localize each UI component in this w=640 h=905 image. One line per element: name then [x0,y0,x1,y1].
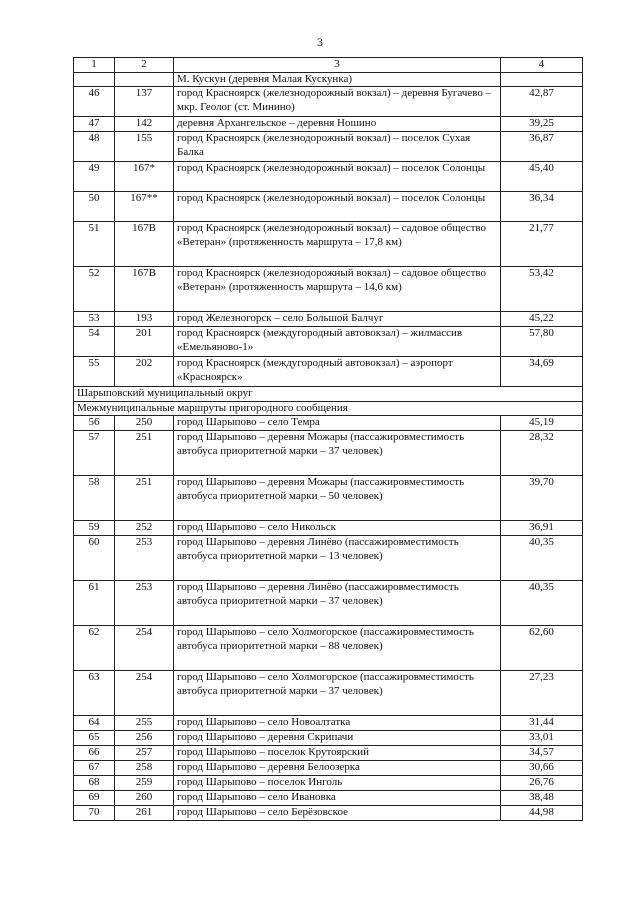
tariff-cell: 45,40 [501,162,583,192]
row-number-cell: 48 [74,132,115,162]
header-row [74,58,583,73]
section-headers [74,387,583,416]
table-row [74,626,583,671]
route-number-cell: 258 [115,761,174,776]
route-number-cell: 167* [115,162,174,192]
route-name-cell: город Шарыпово – село Темра [174,416,501,431]
table-row [74,581,583,626]
tariff-cell: 31,44 [501,716,583,731]
tariff-cell: 28,32 [501,431,583,476]
section-type: Межмуниципальные маршруты пригородного сообщения [74,401,583,416]
route-name-cell: город Красноярск (железнодорожный вокзал) – садовое общество «Ветеран» (протяженность маршрута – 17,8 км) [174,222,501,267]
route-name-cell: город Шарыпово – деревня Белоозерка [174,761,501,776]
tariff-cell: 36,87 [501,132,583,162]
row-number-cell: 58 [74,476,115,521]
row-number-cell: 50 [74,192,115,222]
route-number-cell: 142 [115,117,174,132]
tariff-cell: 38,48 [501,791,583,806]
routes-table [73,57,583,821]
route-name-cell: город Красноярск (железнодорожный вокзал) – деревня Бугачево – мкр. Геолог (ст. Минино) [174,87,501,117]
route-name-cell: город Железногорск – село Большой Балчуг [174,312,501,327]
row-number-cell: 68 [74,776,115,791]
tariff-cell: 34,57 [501,746,583,761]
tariff-cell: 45,19 [501,416,583,431]
table-row [74,761,583,776]
header-col-2: 2 [115,58,174,73]
row-number-cell: 64 [74,716,115,731]
row-number-cell: 65 [74,731,115,746]
table-row [74,536,583,581]
table-row [74,791,583,806]
route-list-block2 [74,416,583,821]
route-name-cell: город Шарыпово – село Холмогорское (пассажировместимость автобуса приоритетной марки – 88 человек) [174,626,501,671]
route-number-cell: 251 [115,431,174,476]
tariff-cell: 36,91 [501,521,583,536]
table-row [74,431,583,476]
table-row [74,357,583,387]
page-number: 3 [317,35,323,49]
table-row [74,87,583,117]
continuation-row [74,72,583,87]
tariff-cell: 40,35 [501,581,583,626]
route-name-cell: город Красноярск (железнодорожный вокзал) – поселок Солонцы [174,192,501,222]
header-col-4: 4 [501,58,583,73]
row-number-cell: 59 [74,521,115,536]
row-number-cell: 53 [74,312,115,327]
route-name-cell: город Шарыпово – деревня Линёво (пассажировместимость автобуса приоритетной марки – 37 человек) [174,581,501,626]
table-row [74,416,583,431]
route-name-cell: город Красноярск (междугородный автовокзал) – жилмассив «Емельяново-1» [174,327,501,357]
row-number-cell: 47 [74,117,115,132]
table-row [74,267,583,312]
tariff-cell: 45,22 [501,312,583,327]
route-name-cell: город Красноярск (железнодорожный вокзал) – поселок Солонцы [174,162,501,192]
tariff-cell: 39,70 [501,476,583,521]
row-number-cell: 70 [74,806,115,821]
row-number-cell: 62 [74,626,115,671]
route-number-cell: 253 [115,536,174,581]
route-number-cell: 167** [115,192,174,222]
route-number-cell: 167В [115,267,174,312]
section-type-row [74,401,583,416]
tariff-cell: 40,35 [501,536,583,581]
tariff-cell: 21,77 [501,222,583,267]
header-col-3: 3 [174,58,501,73]
tariff-cell: 26,76 [501,776,583,791]
row-number-cell: 56 [74,416,115,431]
table-row [74,716,583,731]
row-number-cell: 63 [74,671,115,716]
table-row [74,746,583,761]
tariff-cell: 62,60 [501,626,583,671]
route-number-cell: 260 [115,791,174,806]
table-row [74,117,583,132]
route-number-cell: 250 [115,416,174,431]
table-row [74,731,583,746]
route-number-cell: 252 [115,521,174,536]
tariff-cell: 39,25 [501,117,583,132]
table-row [74,312,583,327]
route-list-block1 [74,72,583,387]
row-number-cell: 46 [74,87,115,117]
header-col-1: 1 [74,58,115,73]
table-row [74,521,583,536]
route-number-cell: 257 [115,746,174,761]
route-name-cell: город Шарыпово – село Новоалтатка [174,716,501,731]
table-row [74,327,583,357]
route-number-cell: 137 [115,87,174,117]
table-row [74,162,583,192]
route-name-cell: город Красноярск (железнодорожный вокзал) – поселок Сухая Балка [174,132,501,162]
row-number-cell: 49 [74,162,115,192]
continuation-text: М. Кускун (деревня Малая Кускунка) [174,72,501,87]
table-row [74,476,583,521]
route-number-cell: 251 [115,476,174,521]
row-number-cell: 55 [74,357,115,387]
route-name-cell: город Шарыпово – деревня Линёво (пассажировместимость автобуса приоритетной марки – 13 человек) [174,536,501,581]
table-row [74,192,583,222]
route-name-cell: город Шарыпово – поселок Инголь [174,776,501,791]
route-name-cell: город Шарыпово – деревня Скрипачи [174,731,501,746]
route-name-cell: город Шарыпово – село Никольск [174,521,501,536]
route-name-cell: город Шарыпово – деревня Можары (пассажировместимость автобуса приоритетной марки – 37 человек) [174,431,501,476]
row-number-cell: 69 [74,791,115,806]
table-row [74,806,583,821]
tariff-cell: 44,98 [501,806,583,821]
table-row [74,776,583,791]
route-number-cell: 193 [115,312,174,327]
table-row [74,671,583,716]
route-number-cell: 201 [115,327,174,357]
row-number-cell: 60 [74,536,115,581]
route-name-cell: город Шарыпово – село Ивановка [174,791,501,806]
tariff-cell: 36,34 [501,192,583,222]
tariff-cell: 42,87 [501,87,583,117]
route-number-cell: 255 [115,716,174,731]
route-name-cell: город Шарыпово – село Берёзовское [174,806,501,821]
row-number-cell: 52 [74,267,115,312]
tariff-cell: 30,66 [501,761,583,776]
route-number-cell: 202 [115,357,174,387]
row-number-cell: 51 [74,222,115,267]
route-number-cell: 254 [115,671,174,716]
route-number-cell: 261 [115,806,174,821]
route-name-cell: город Красноярск (междугородный автовокзал) – аэропорт «Красноярск» [174,357,501,387]
route-number-cell: 167В [115,222,174,267]
row-number-cell: 57 [74,431,115,476]
route-number-cell: 256 [115,731,174,746]
route-number-cell: 253 [115,581,174,626]
table-row [74,132,583,162]
route-number-cell: 155 [115,132,174,162]
route-name-cell: город Шарыпово – поселок Крутоярский [174,746,501,761]
row-number-cell: 54 [74,327,115,357]
tariff-cell: 57,80 [501,327,583,357]
route-name-cell: город Шарыпово – деревня Можары (пассажировместимость автобуса приоритетной марки – 50 человек) [174,476,501,521]
tariff-cell: 53,42 [501,267,583,312]
route-name-cell: город Шарыпово – село Холмогорское (пассажировместимость автобуса приоритетной марки – 37 человек) [174,671,501,716]
row-number-cell: 61 [74,581,115,626]
section-district: Шарыповский муниципальный округ [74,387,583,402]
tariff-cell: 33,01 [501,731,583,746]
table-row [74,222,583,267]
section-district-row [74,387,583,402]
route-name-cell: город Красноярск (железнодорожный вокзал) – садовое общество «Ветеран» (протяженность маршрута – 14,6 км) [174,267,501,312]
route-number-cell: 259 [115,776,174,791]
route-name-cell: деревня Архангельское – деревня Ношино [174,117,501,132]
row-number-cell: 66 [74,746,115,761]
tariff-cell: 34,69 [501,357,583,387]
tariff-cell: 27,23 [501,671,583,716]
row-number-cell: 67 [74,761,115,776]
route-number-cell: 254 [115,626,174,671]
